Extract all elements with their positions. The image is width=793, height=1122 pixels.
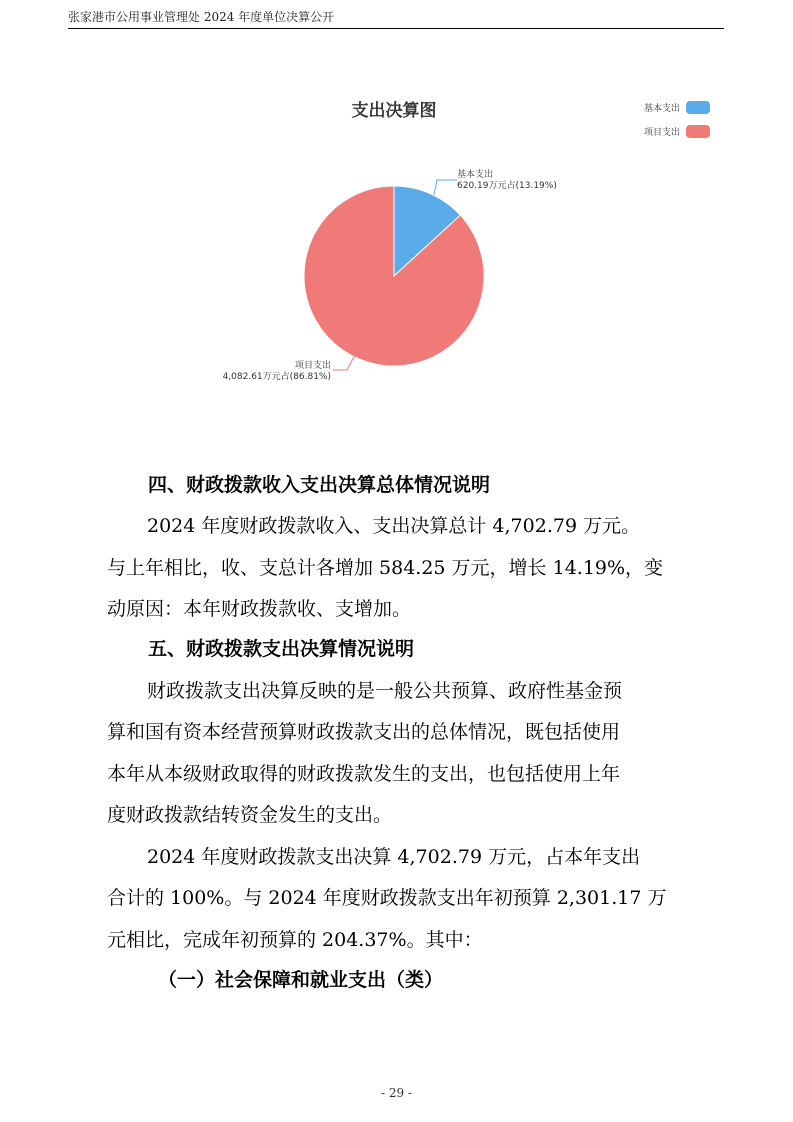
- page-number: - 29 -: [380, 1086, 412, 1100]
- text-line: 动原因：本年财政拨款收、支增加。: [107, 598, 412, 620]
- legend-label-project: 项目支出: [643, 128, 680, 138]
- leader-line-project: [333, 355, 355, 370]
- text-line: 2024 年度财政拨款支出决算 4,702.79 万元，占本年支出: [147, 846, 641, 868]
- text-line: 合计的 100%。与 2024 年度财政拨款支出年初预算 2,301.17 万: [107, 887, 667, 909]
- text-line: 与上年相比，收、支总计各增加 584.25 万元，增长 14.19%，变: [107, 557, 664, 579]
- slice-value-basic: 620.19万元占(13.19%): [457, 181, 557, 191]
- section-4-heading: 四、财政拨款收入支出决算总体情况说明: [148, 474, 491, 496]
- slice-label-project: [223, 355, 355, 382]
- text-line: 元相比，完成年初预算的 204.37%。其中：: [107, 929, 483, 951]
- section-5-heading: 五、财政拨款支出决算情况说明: [148, 638, 415, 660]
- chart-legend: [644, 101, 710, 138]
- text-line: 财政拨款支出决算反映的是一般公共预算、政府性基金预: [147, 680, 623, 702]
- slice-label-basic: [434, 168, 557, 195]
- leader-line-basic: [434, 180, 457, 195]
- slice-name-basic: 基本支出: [457, 170, 494, 180]
- slice-name-project: 项目支出: [294, 361, 331, 371]
- text-line: 2024 年度财政拨款收入、支出决算总计 4,702.79 万元。: [147, 515, 641, 537]
- subsection-1-heading: （一）社会保障和就业支出（类）: [158, 969, 444, 991]
- text-line: 度财政拨款结转资金发生的支出。: [107, 804, 393, 826]
- text-line: 本年从本级财政取得的财政拨款发生的支出，也包括使用上年: [107, 763, 621, 785]
- text-line: 算和国有资本经营预算财政拨款支出的总体情况，既包括使用: [107, 721, 621, 743]
- page-header: 张家港市公用事业管理处 2024 年度单位决算公开: [68, 8, 724, 29]
- legend-label-basic: 基本支出: [643, 104, 680, 114]
- chart-title: 支出决算图: [351, 101, 437, 121]
- pie-chart-svg: [0, 0, 793, 440]
- legend-swatch-basic: [686, 101, 710, 114]
- legend-swatch-project: [686, 125, 710, 138]
- slice-value-project: 4,082.61万元占(86.81%): [222, 372, 331, 382]
- pie-slices: [304, 186, 484, 366]
- expenditure-pie-chart: [0, 0, 793, 440]
